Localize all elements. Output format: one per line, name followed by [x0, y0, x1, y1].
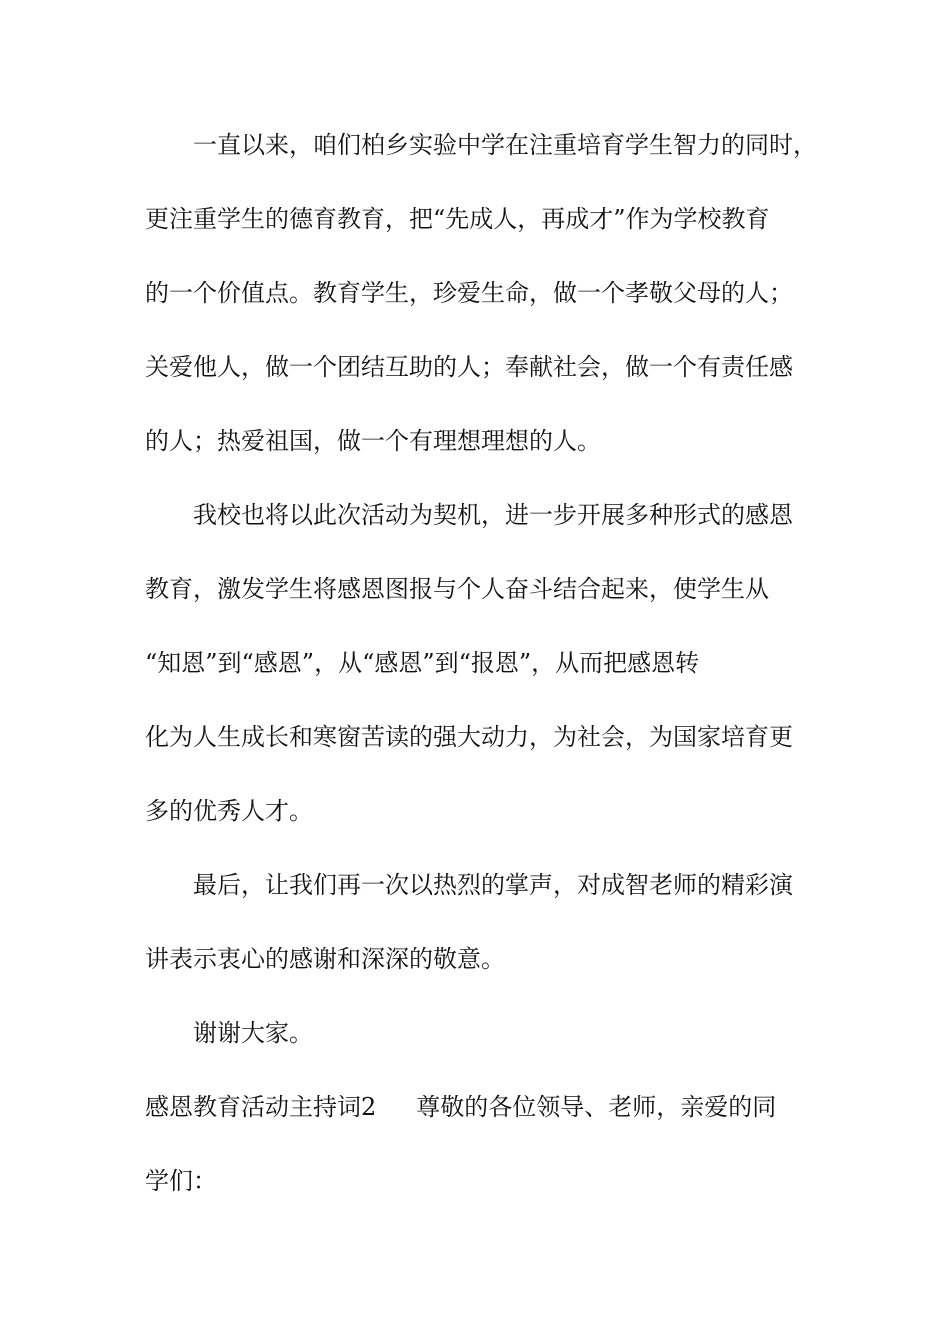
paragraph-gratitude-education	[145, 497, 810, 830]
text-line: 我校也将以此次活动为契机，进一步开展多种形式的感恩	[193, 501, 793, 529]
text-line: “知恩”到“感恩”，从“感恩”到“报恩”，从而把感恩转	[145, 649, 700, 677]
text-line: 学们：	[145, 1167, 217, 1195]
paragraph-closing-thanks	[145, 867, 810, 978]
text-line: 教育，激发学生将感恩图报与个人奋斗结合起来，使学生从	[145, 575, 769, 603]
paragraph-thank-you	[145, 1015, 810, 1052]
text-line: 最后，让我们再一次以热烈的掌声，对成智老师的精彩演	[193, 871, 793, 899]
greeting-text: 尊敬的各位领导、老师，亲爱的同	[416, 1093, 777, 1121]
section-heading	[145, 1089, 810, 1200]
text-line: 一直以来，咱们柏乡实验中学在注重培育学生智力的同时，	[193, 131, 817, 159]
text-line: 更注重学生的德育教育，把“先成人，再成才”作为学校教育	[145, 205, 770, 233]
text-line: 谢谢大家。	[193, 1019, 313, 1047]
text-line: 多的优秀人才。	[145, 797, 313, 825]
text-line: 关爱他人，做一个团结互助的人；奉献社会，做一个有责任感	[145, 353, 793, 381]
text-line: 化为人生成长和寒窗苦读的强大动力，为社会，为国家培育更	[145, 723, 793, 751]
document-body	[145, 127, 817, 1200]
paragraph-core-values	[145, 127, 817, 460]
section-heading-line	[145, 1089, 810, 1126]
text-line: 的人；热爱祖国，做一个有理想理想的人。	[145, 427, 601, 455]
section-title: 感恩教育活动主持词2	[145, 1093, 377, 1121]
text-line: 的一个价值点。教育学生，珍爱生命，做一个孝敬父母的人；	[145, 279, 793, 307]
text-line: 讲表示衷心的感谢和深深的敬意。	[145, 945, 505, 973]
